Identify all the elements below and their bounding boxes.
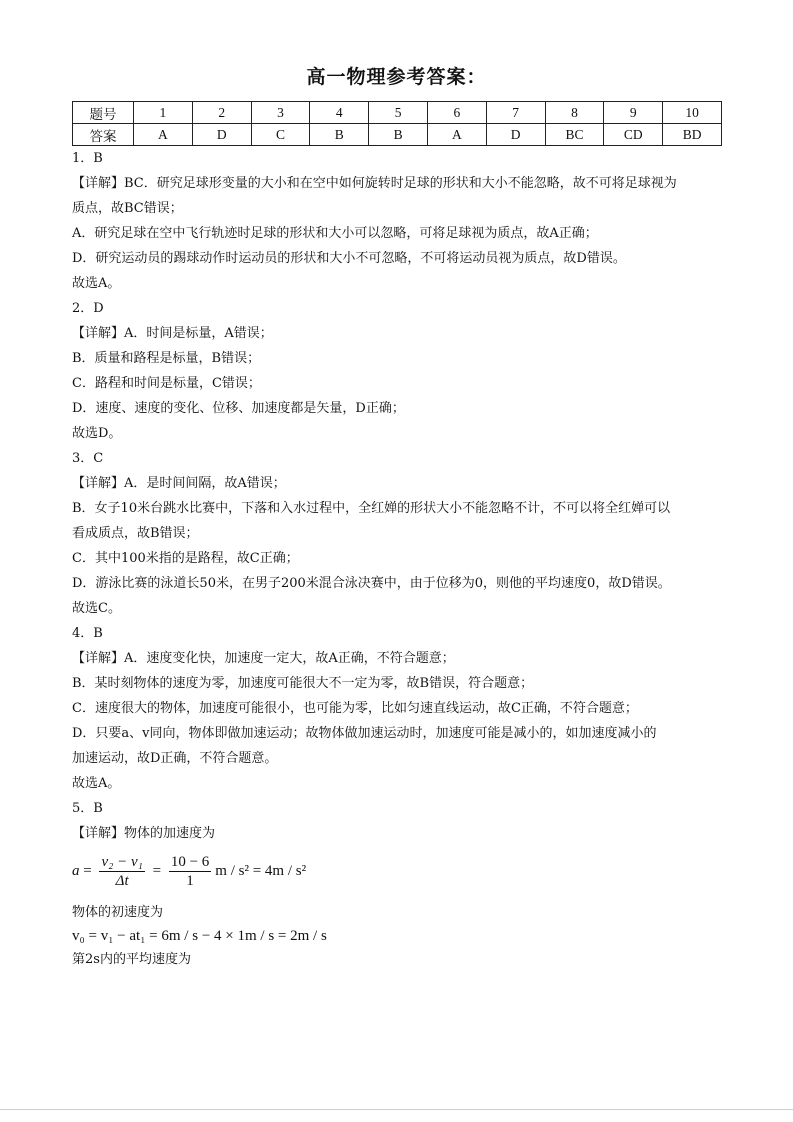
row-label-number: 题号 xyxy=(73,102,134,124)
answer-cell: D xyxy=(192,124,251,146)
answer-cell: D xyxy=(486,124,545,146)
question-number: 1．B xyxy=(72,151,103,166)
conclusion-line: 故选C。 xyxy=(72,601,121,616)
number-cell: 9 xyxy=(604,102,663,124)
explanation-line: C．其中100米指的是路程，故C正确； xyxy=(72,551,299,566)
explanation-line: 【详解】物体的加速度为 xyxy=(72,826,216,841)
answer-cell: C xyxy=(251,124,310,146)
explanation-line: A．研究足球在空中飞行轨迹时足球的形状和大小可以忽略，可将足球视为质点，故A正确； xyxy=(72,226,598,241)
number-cell: 3 xyxy=(251,102,310,124)
explanation-line: C．路程和时间是标量，C错误； xyxy=(72,376,261,391)
question-number: 4．B xyxy=(72,626,103,641)
page-footer-divider xyxy=(0,1109,793,1110)
explanation-line: 物体的初速度为 xyxy=(72,905,164,920)
answer-cell: CD xyxy=(604,124,663,146)
answer-table-number-row xyxy=(73,102,722,124)
explanation-line: 第2s内的平均速度为 xyxy=(72,952,191,967)
explanation-line: 【详解】A．速度变化快，加速度一定大，故A正确，不符合题意； xyxy=(72,651,455,666)
question-number: 3．C xyxy=(72,451,104,466)
solution-body xyxy=(72,146,732,972)
fraction-denominator: Δt xyxy=(115,872,129,889)
explanation-line: 加速运动，故D正确，不符合题意。 xyxy=(72,751,278,766)
formula-result: = 4m / s² xyxy=(252,862,307,879)
explanation-line: D．只要a、v同向，物体即做加速运动；故物体做加速运动时，加速度可能是减小的，如加速度减小的 xyxy=(72,726,657,741)
number-cell: 5 xyxy=(369,102,428,124)
question-number: 5．B xyxy=(72,801,103,816)
fraction-numerator: v₂ − v₁ xyxy=(101,853,143,870)
explanation-line: C．速度很大的物体，加速度可能很小，也可能为零，比如匀速直线运动，故C正确，不符合题意； xyxy=(72,701,638,716)
explanation-line: D．游泳比赛的泳道长50米，在男子200米混合泳决赛中，由于位移为0，则他的平均速度0，故D错误。 xyxy=(72,576,671,591)
answer-cell: A xyxy=(134,124,193,146)
formula-fraction xyxy=(169,853,211,890)
answer-table xyxy=(72,101,722,146)
initial-velocity-formula: v₀ = v₁ − at₁ = 6m / s − 4 × 1m / s = 2m / s xyxy=(72,928,327,944)
conclusion-line: 故选A。 xyxy=(72,276,121,291)
answer-cell: B xyxy=(310,124,369,146)
number-cell: 8 xyxy=(545,102,604,124)
explanation-line: 【详解】BC．研究足球形变量的大小和在空中如何旋转时足球的形状和大小不能忽略，故不可将足球视为 xyxy=(72,176,677,191)
answer-cell: A xyxy=(427,124,486,146)
fraction-numerator: 10 − 6 xyxy=(170,853,210,870)
formula-lhs: a xyxy=(72,862,80,879)
explanation-line: 质点，故BC错误； xyxy=(72,201,183,216)
question-number: 2．D xyxy=(72,301,104,316)
explanation-line: 【详解】A．是时间间隔，故A错误； xyxy=(72,476,286,491)
row-label-answer: 答案 xyxy=(73,124,134,146)
number-cell: 6 xyxy=(427,102,486,124)
answer-cell: B xyxy=(369,124,428,146)
explanation-line: 看成质点，故B错误； xyxy=(72,526,199,541)
number-cell: 10 xyxy=(663,102,722,124)
conclusion-line: 故选D。 xyxy=(72,426,122,441)
formula-fraction xyxy=(99,853,144,890)
page-title: 高一物理参考答案： xyxy=(306,66,487,88)
number-cell: 4 xyxy=(310,102,369,124)
number-cell: 2 xyxy=(192,102,251,124)
formula-unit: m / s² xyxy=(215,862,249,879)
explanation-line: B．女子10米台跳水比赛中，下落和入水过程中，全红婵的形状大小不能忽略不计，不可以将全红婵可以 xyxy=(72,501,671,516)
acceleration-formula: a = $\frac{\text{v₂ − v₁}}{\Delta t}$ = $\frac{10 - 6}{1}$ m / s² = 4m / s² xyxy=(72,853,307,889)
conclusion-line: 故选A。 xyxy=(72,776,121,791)
explanation-line: D．研究运动员的踢球动作时运动员的形状和大小不可忽略，不可将运动员视为质点，故D错误。 xyxy=(72,251,626,266)
answer-cell: BD xyxy=(663,124,722,146)
explanation-line: B．质量和路程是标量，B错误； xyxy=(72,351,261,366)
answer-cell: BC xyxy=(545,124,604,146)
explanation-line: B．某时刻物体的速度为零，加速度可能很大不一定为零，故B错误，符合题意； xyxy=(72,676,534,691)
explanation-line: D．速度、速度的变化、位移、加速度都是矢量，D正确； xyxy=(72,401,405,416)
fraction-denominator: 1 xyxy=(186,872,194,889)
answer-table-answer-row xyxy=(73,124,722,146)
number-cell: 1 xyxy=(134,102,193,124)
explanation-line: 【详解】A．时间是标量，A错误； xyxy=(72,326,273,341)
number-cell: 7 xyxy=(486,102,545,124)
